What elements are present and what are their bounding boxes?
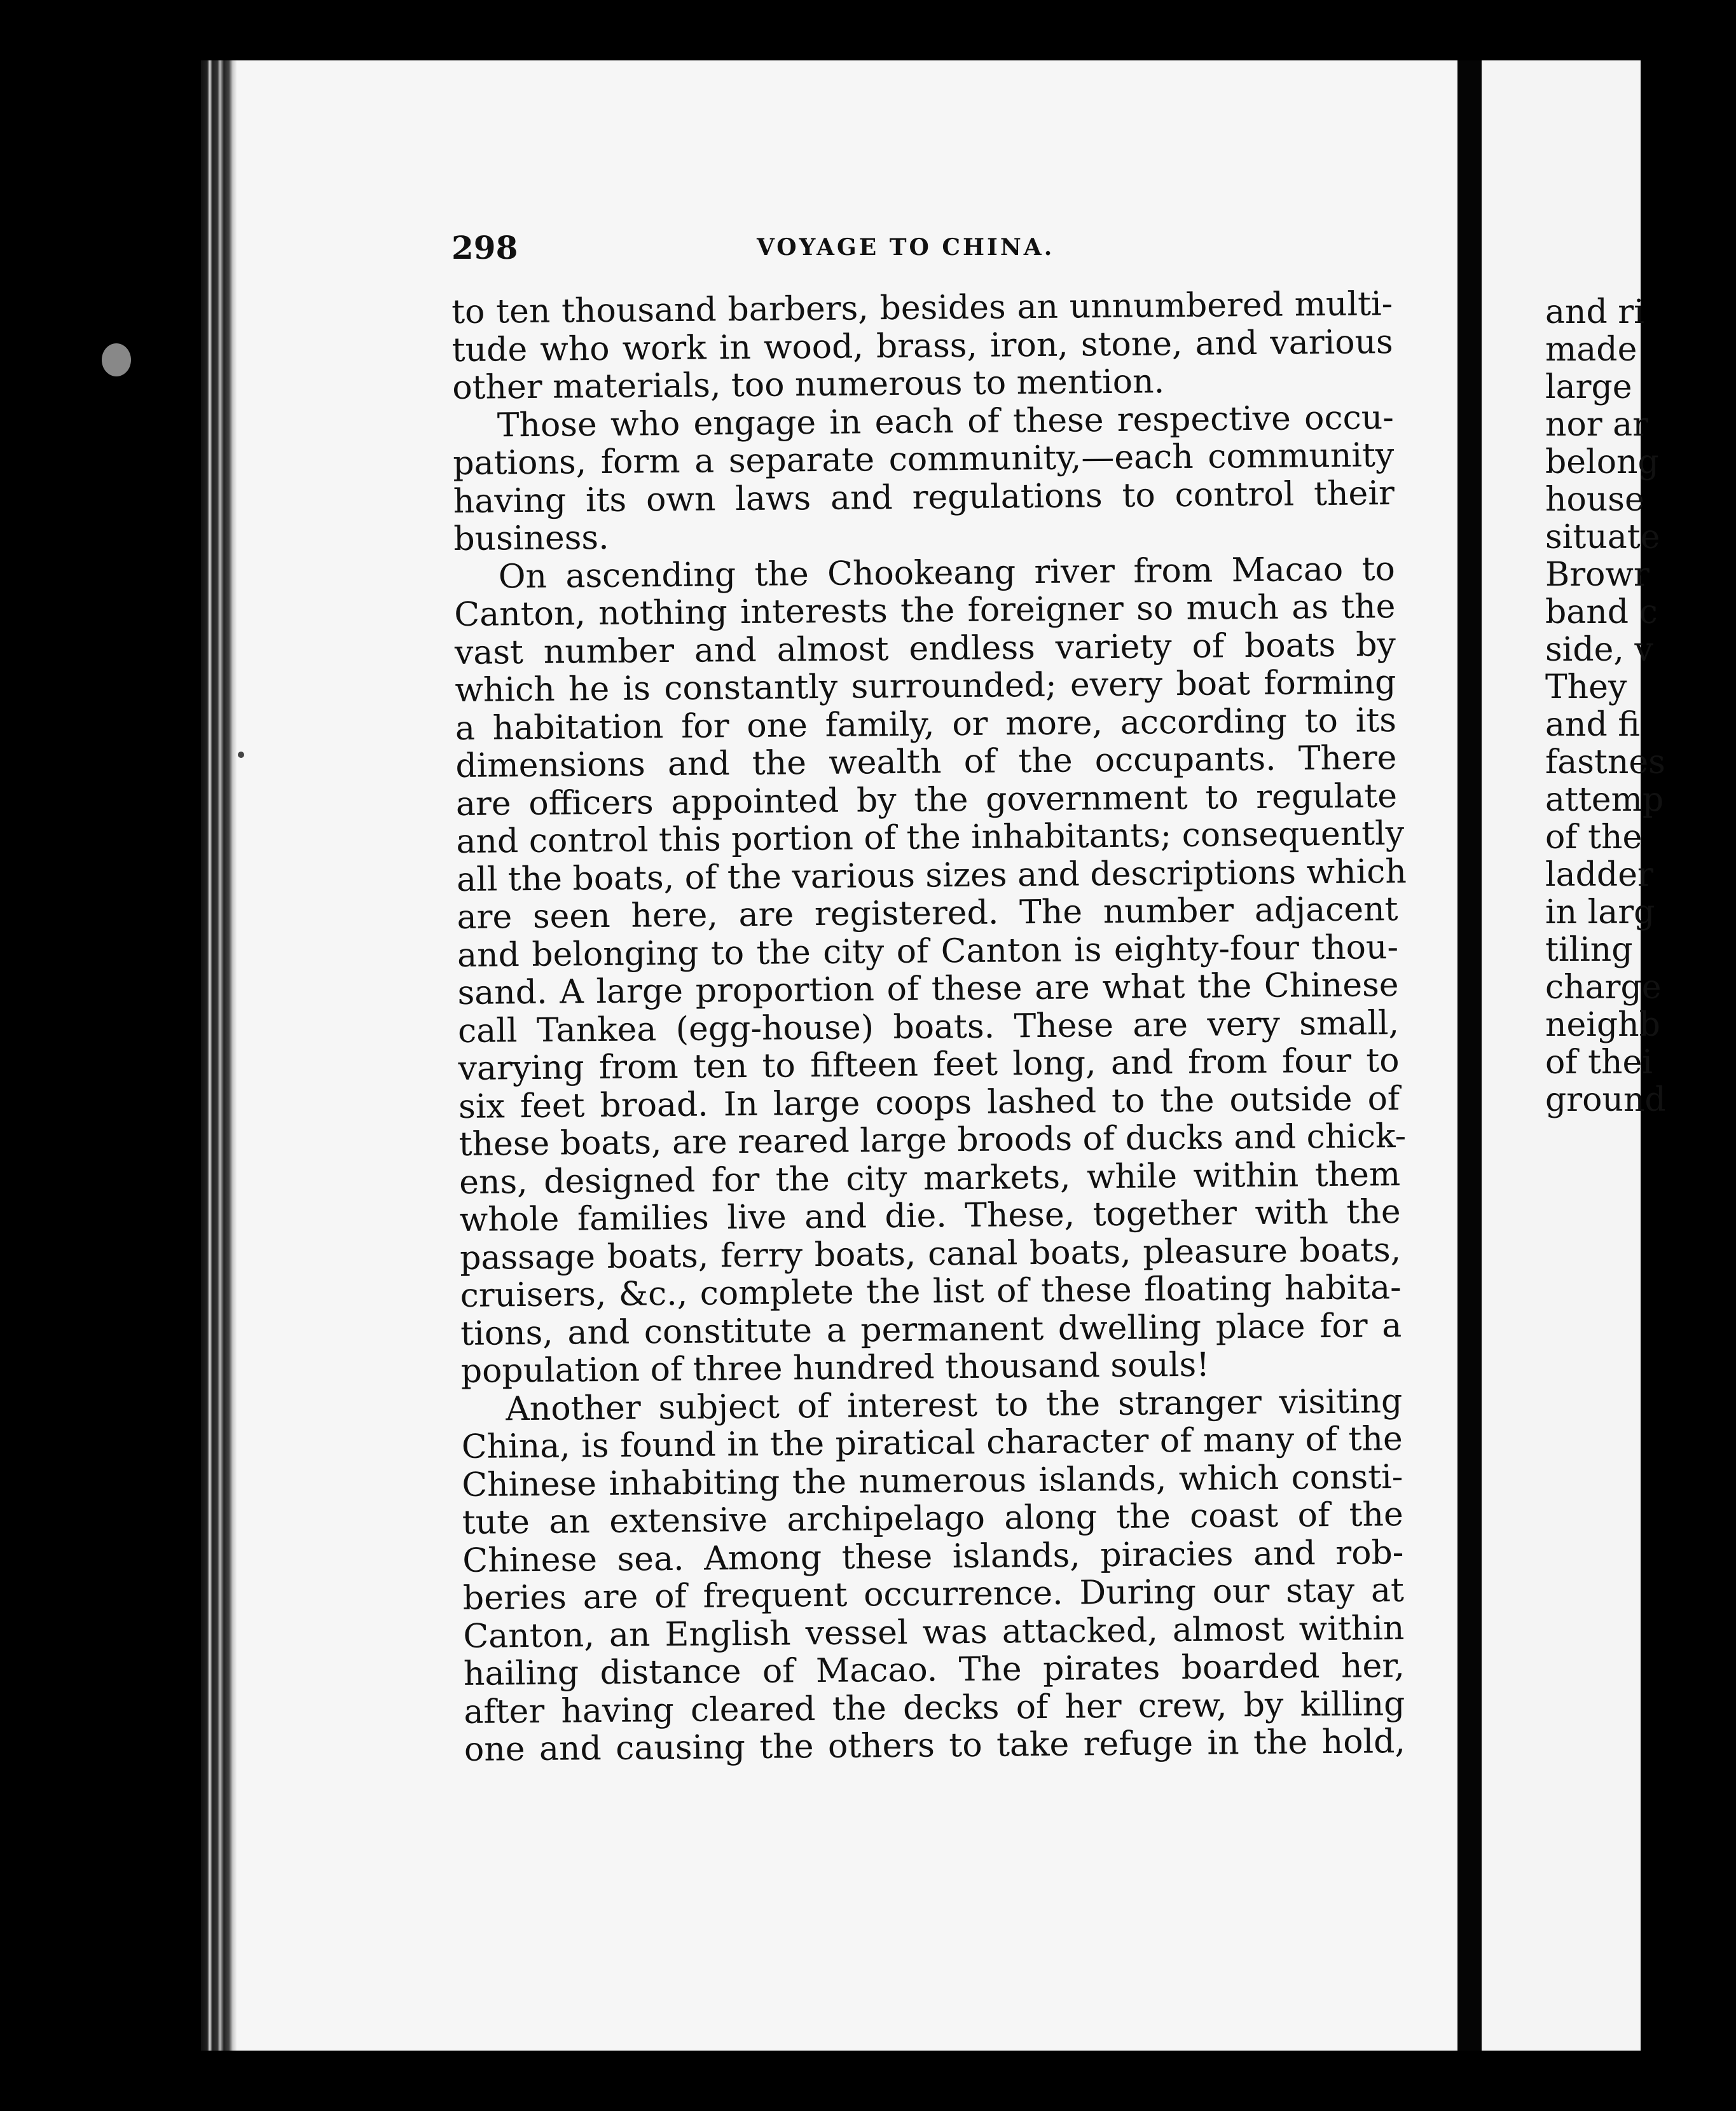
ink-dot — [238, 752, 244, 758]
facing-text-line: Browr — [1545, 556, 1650, 594]
text-line: varying from ten to fifteen feet long, and from four to — [458, 1042, 1400, 1088]
facing-text-line: large — [1545, 368, 1632, 406]
text-line: a habitation for one family, or more, according to its — [455, 701, 1397, 748]
text-line: Those who engage in each of these respective occu- — [497, 398, 1395, 444]
facing-page-text — [1545, 294, 1736, 1119]
text-line: are officers appointed by the government to regulate — [455, 776, 1398, 823]
page-number: 298 — [451, 229, 518, 266]
body-text — [451, 285, 1405, 1769]
text-line: dimensions and the wealth of the occupants. There — [455, 739, 1397, 785]
text-line: to ten thousand barbers, besides an unnumbered multi- — [451, 285, 1393, 331]
text-line: having its own laws and regulations to control their — [453, 474, 1395, 521]
text-line: six feet broad. In large coops lashed to the outside of — [458, 1079, 1400, 1126]
running-title: VOYAGE TO CHINA. — [757, 234, 1055, 261]
text-line: On ascending the Chookeang river from Macao to — [498, 549, 1396, 596]
text-line: after having cleared the decks of her crew, by killing — [464, 1684, 1405, 1731]
text-line: hailing distance of Macao. The pirates boarded her, — [463, 1647, 1405, 1693]
facing-text-line: made — [1545, 331, 1637, 369]
text-line: population of three hundred thousand souls! — [460, 1345, 1210, 1391]
book-left-edge — [201, 60, 237, 2051]
page-header — [451, 229, 1393, 273]
text-line: are seen here, are registered. The number adjacent — [457, 890, 1398, 937]
text-line: passage boats, ferry boats, canal boats, pleasure boats, — [459, 1230, 1402, 1277]
facing-text-line: of the — [1545, 818, 1643, 856]
text-line: vast number and almost endless variety of boats by — [454, 625, 1396, 672]
text-line: sand. A large proportion of these are what the Chinese — [457, 966, 1399, 1012]
facing-text-line: They — [1545, 668, 1627, 706]
facing-text-line: and fi — [1545, 706, 1640, 744]
text-line: and control this portion of the inhabitants; consequently — [456, 814, 1405, 861]
facing-text-line: neighb — [1545, 1006, 1660, 1044]
text-line: tude who work in wood, brass, iron, stone, and various — [451, 322, 1393, 369]
facing-text-line: attemp — [1545, 781, 1664, 819]
facing-text-line: fastnes — [1545, 743, 1665, 781]
facing-text-line: belong — [1545, 443, 1659, 481]
text-line: cruisers, &c., complete the list of these floating habita- — [460, 1269, 1402, 1315]
text-line: Chinese sea. Among these islands, piracies and rob- — [462, 1533, 1404, 1580]
facing-text-line: band c — [1545, 593, 1658, 631]
facing-text-line: ground — [1545, 1081, 1666, 1119]
book-gutter — [1457, 60, 1482, 2051]
facing-text-line: of thei — [1545, 1043, 1653, 1082]
text-line: these boats, are reared large broods of ducks and chick- — [458, 1117, 1407, 1164]
facing-text-line: and ri — [1545, 293, 1644, 331]
text-line: Chinese inhabiting the numerous islands, which consti- — [462, 1457, 1403, 1504]
text-line: tions, and constitute a permanent dwelling place for a — [460, 1306, 1402, 1353]
text-line: which he is constantly surrounded; every boat forming — [455, 663, 1396, 710]
text-line: and belonging to the city of Canton is eighty-four thou- — [457, 928, 1399, 975]
smudge-mark — [102, 343, 131, 376]
text-line: one and causing the others to take refuge in the hold, — [464, 1722, 1406, 1769]
text-line: call Tankea (egg-house) boats. These are very small, — [457, 1003, 1400, 1050]
text-line: Canton, nothing interests the foreigner so much as the — [454, 588, 1396, 634]
facing-text-line: nor ar — [1545, 406, 1649, 444]
facing-text-line: situate — [1545, 518, 1660, 556]
facing-text-line: charge — [1545, 968, 1662, 1007]
text-line: Another subject of interest to the stranger visiting — [506, 1382, 1403, 1428]
facing-text-line: in larg — [1545, 893, 1655, 932]
text-line: all the boats, of the various sizes and descriptions which — [456, 852, 1407, 899]
text-line: ens, designed for the city markets, while within them — [458, 1155, 1401, 1202]
text-line: China, is found in the piratical character of many of the — [461, 1420, 1403, 1466]
text-line: other materials, too numerous to mention. — [452, 362, 1165, 407]
facing-text-line: tiling — [1545, 931, 1633, 969]
text-line: beries are of frequent occurrence. During our stay at — [462, 1571, 1405, 1618]
facing-text-line: ladder — [1545, 856, 1653, 894]
text-line: whole families live and die. These, together with the — [459, 1193, 1401, 1239]
text-line: Canton, an English vessel was attacked, almost within — [463, 1609, 1405, 1656]
facing-text-line: side, v — [1545, 631, 1653, 669]
text-line: business. — [453, 518, 609, 558]
facing-text-line: house — [1545, 481, 1644, 519]
text-line: pations, form a separate community,—each community — [453, 436, 1395, 483]
text-line: tute an extensive archipelago along the coast of the — [462, 1496, 1404, 1542]
